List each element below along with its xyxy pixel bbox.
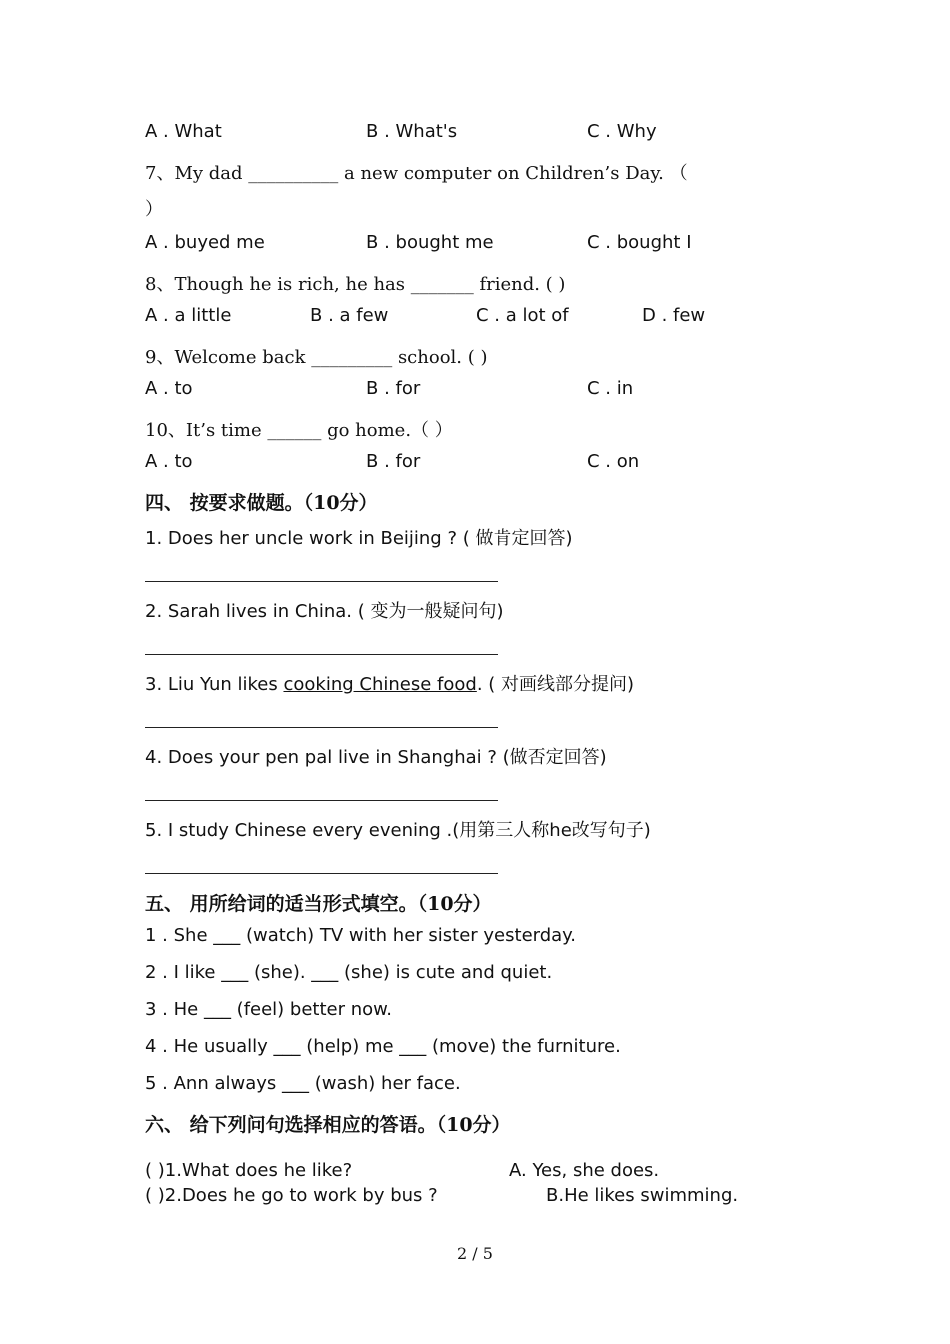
q10-option-c: C . on (587, 451, 640, 472)
section4-q3: 3. Liu Yun likes cooking Chinese food. ( 对画线部分提问) (145, 674, 635, 695)
q8-option-d: D . few (642, 305, 706, 326)
q9-text: 9、Welcome back _________ school. ( ) (145, 347, 488, 368)
section5-item: 1 . She ___ (watch) TV with her sister yesterday. (145, 925, 576, 946)
answer-line[interactable] (145, 800, 498, 801)
section4-q5: 5. I study Chinese every evening .(用第三人称he改写句子) (145, 820, 651, 841)
q10-option-a: A . to (145, 451, 193, 472)
section6-q1: ( )1.What does he like? (145, 1160, 353, 1181)
q9-option-a: A . to (145, 378, 193, 399)
section4-q1: 1. Does her uncle work in Beijing ? ( 做肯定回答) (145, 528, 573, 549)
q9-option-b: B . for (366, 378, 421, 399)
section5-item: 3 . He ___ (feel) better now. (145, 999, 392, 1020)
section5-item: 4 . He usually ___ (help) me ___ (move) the furniture. (145, 1036, 621, 1057)
q7-option-c: C . bought I (587, 232, 692, 253)
q6-option-a: A . What (145, 121, 222, 142)
section6-title: 六、 给下列问句选择相应的答语。（10分） (145, 1114, 511, 1136)
section4-q4: 4. Does your pen pal live in Shanghai ? (做否定回答) (145, 747, 607, 768)
section6-a1: A. Yes, she does. (509, 1160, 660, 1181)
section6-q2: ( )2.Does he go to work by bus ? (145, 1185, 438, 1206)
answer-line[interactable] (145, 727, 498, 728)
q10-option-b: B . for (366, 451, 421, 472)
q7-option-b: B . bought me (366, 232, 494, 253)
underlined-phrase: cooking Chinese food (283, 674, 477, 695)
q6-option-b: B . What's (366, 121, 458, 142)
q7-text: 7、My dad __________ a new computer on Children’s Day. （ (145, 163, 688, 184)
section5-item: 5 . Ann always ___ (wash) her face. (145, 1073, 461, 1094)
answer-line[interactable] (145, 581, 498, 582)
answer-line[interactable] (145, 654, 498, 655)
section5-title: 五、 用所给词的适当形式填空。（10分） (145, 893, 492, 915)
q8-text: 8、Though he is rich, he has _______ friend. ( ) (145, 274, 566, 295)
q8-option-a: A . a little (145, 305, 232, 326)
q6-option-c: C . Why (587, 121, 657, 142)
section6-a2: B.He likes swimming. (546, 1185, 739, 1206)
q8-option-c: C . a lot of (476, 305, 569, 326)
q9-option-c: C . in (587, 378, 634, 399)
section5-item: 2 . I like ___ (she). ___ (she) is cute and quiet. (145, 962, 553, 983)
section4-title: 四、 按要求做题。（10分） (145, 492, 378, 514)
answer-line[interactable] (145, 873, 498, 874)
section4-q2: 2. Sarah lives in China. ( 变为一般疑问句) (145, 601, 504, 622)
q7-text-cont: ） (145, 199, 163, 220)
q8-option-b: B . a few (310, 305, 389, 326)
page-number: 2 / 5 (457, 1244, 493, 1263)
q7-option-a: A . buyed me (145, 232, 265, 253)
q10-text: 10、It’s time ______ go home.（ ） (145, 420, 453, 441)
